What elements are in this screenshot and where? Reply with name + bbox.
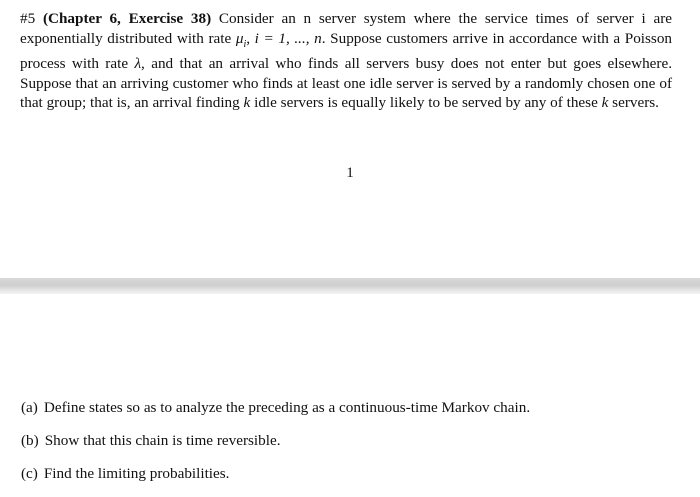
question-part-b (21, 431, 681, 464)
question-part-c (21, 464, 681, 497)
math-lambda: λ (134, 55, 142, 73)
part-text: Define states so as to analyze the preceding as a continuous-time Markov chain. (43, 399, 531, 416)
math-k: k (601, 94, 609, 112)
problem-text-segment: Consider an n server system where the service times of server i are exponentially distributed with rate (20, 10, 672, 47)
problem-number: #5 (20, 10, 36, 27)
question-part-a (21, 398, 681, 431)
part-label: (c) (21, 465, 38, 482)
problem-text-segment: idle servers is equally likely to be served by any of these (250, 94, 602, 112)
problem-text-segment: . Suppose customers arrive in accordance with a Poisson process with rate (20, 29, 673, 73)
part-text: Show that this chain is time reversible. (44, 432, 281, 449)
math-index-range: i = 1, ..., n (254, 29, 322, 47)
page-separator (0, 278, 700, 294)
part-text: Find the limiting probabilities. (43, 465, 230, 482)
problem-text-segment: , (246, 29, 255, 47)
chapter-reference: (Chapter 6, Exercise 38) (42, 10, 212, 27)
part-label: (a) (21, 399, 38, 416)
problem-statement (20, 9, 672, 113)
part-label: (b) (21, 432, 39, 449)
page-number: 1 (346, 165, 354, 181)
problem-text-segment: servers. (608, 94, 659, 112)
math-k: k (243, 94, 251, 112)
problem-text-segment: , and that an arrival who finds all servers busy does not enter but goes elsewhere. Suppose that an arriving customer who finds at least one idle server is served by a randomly chosen one of that group; that is, an arrival finding (20, 55, 673, 112)
math-mu: $\mu_i$ (235, 29, 247, 50)
question-parts (21, 398, 681, 497)
